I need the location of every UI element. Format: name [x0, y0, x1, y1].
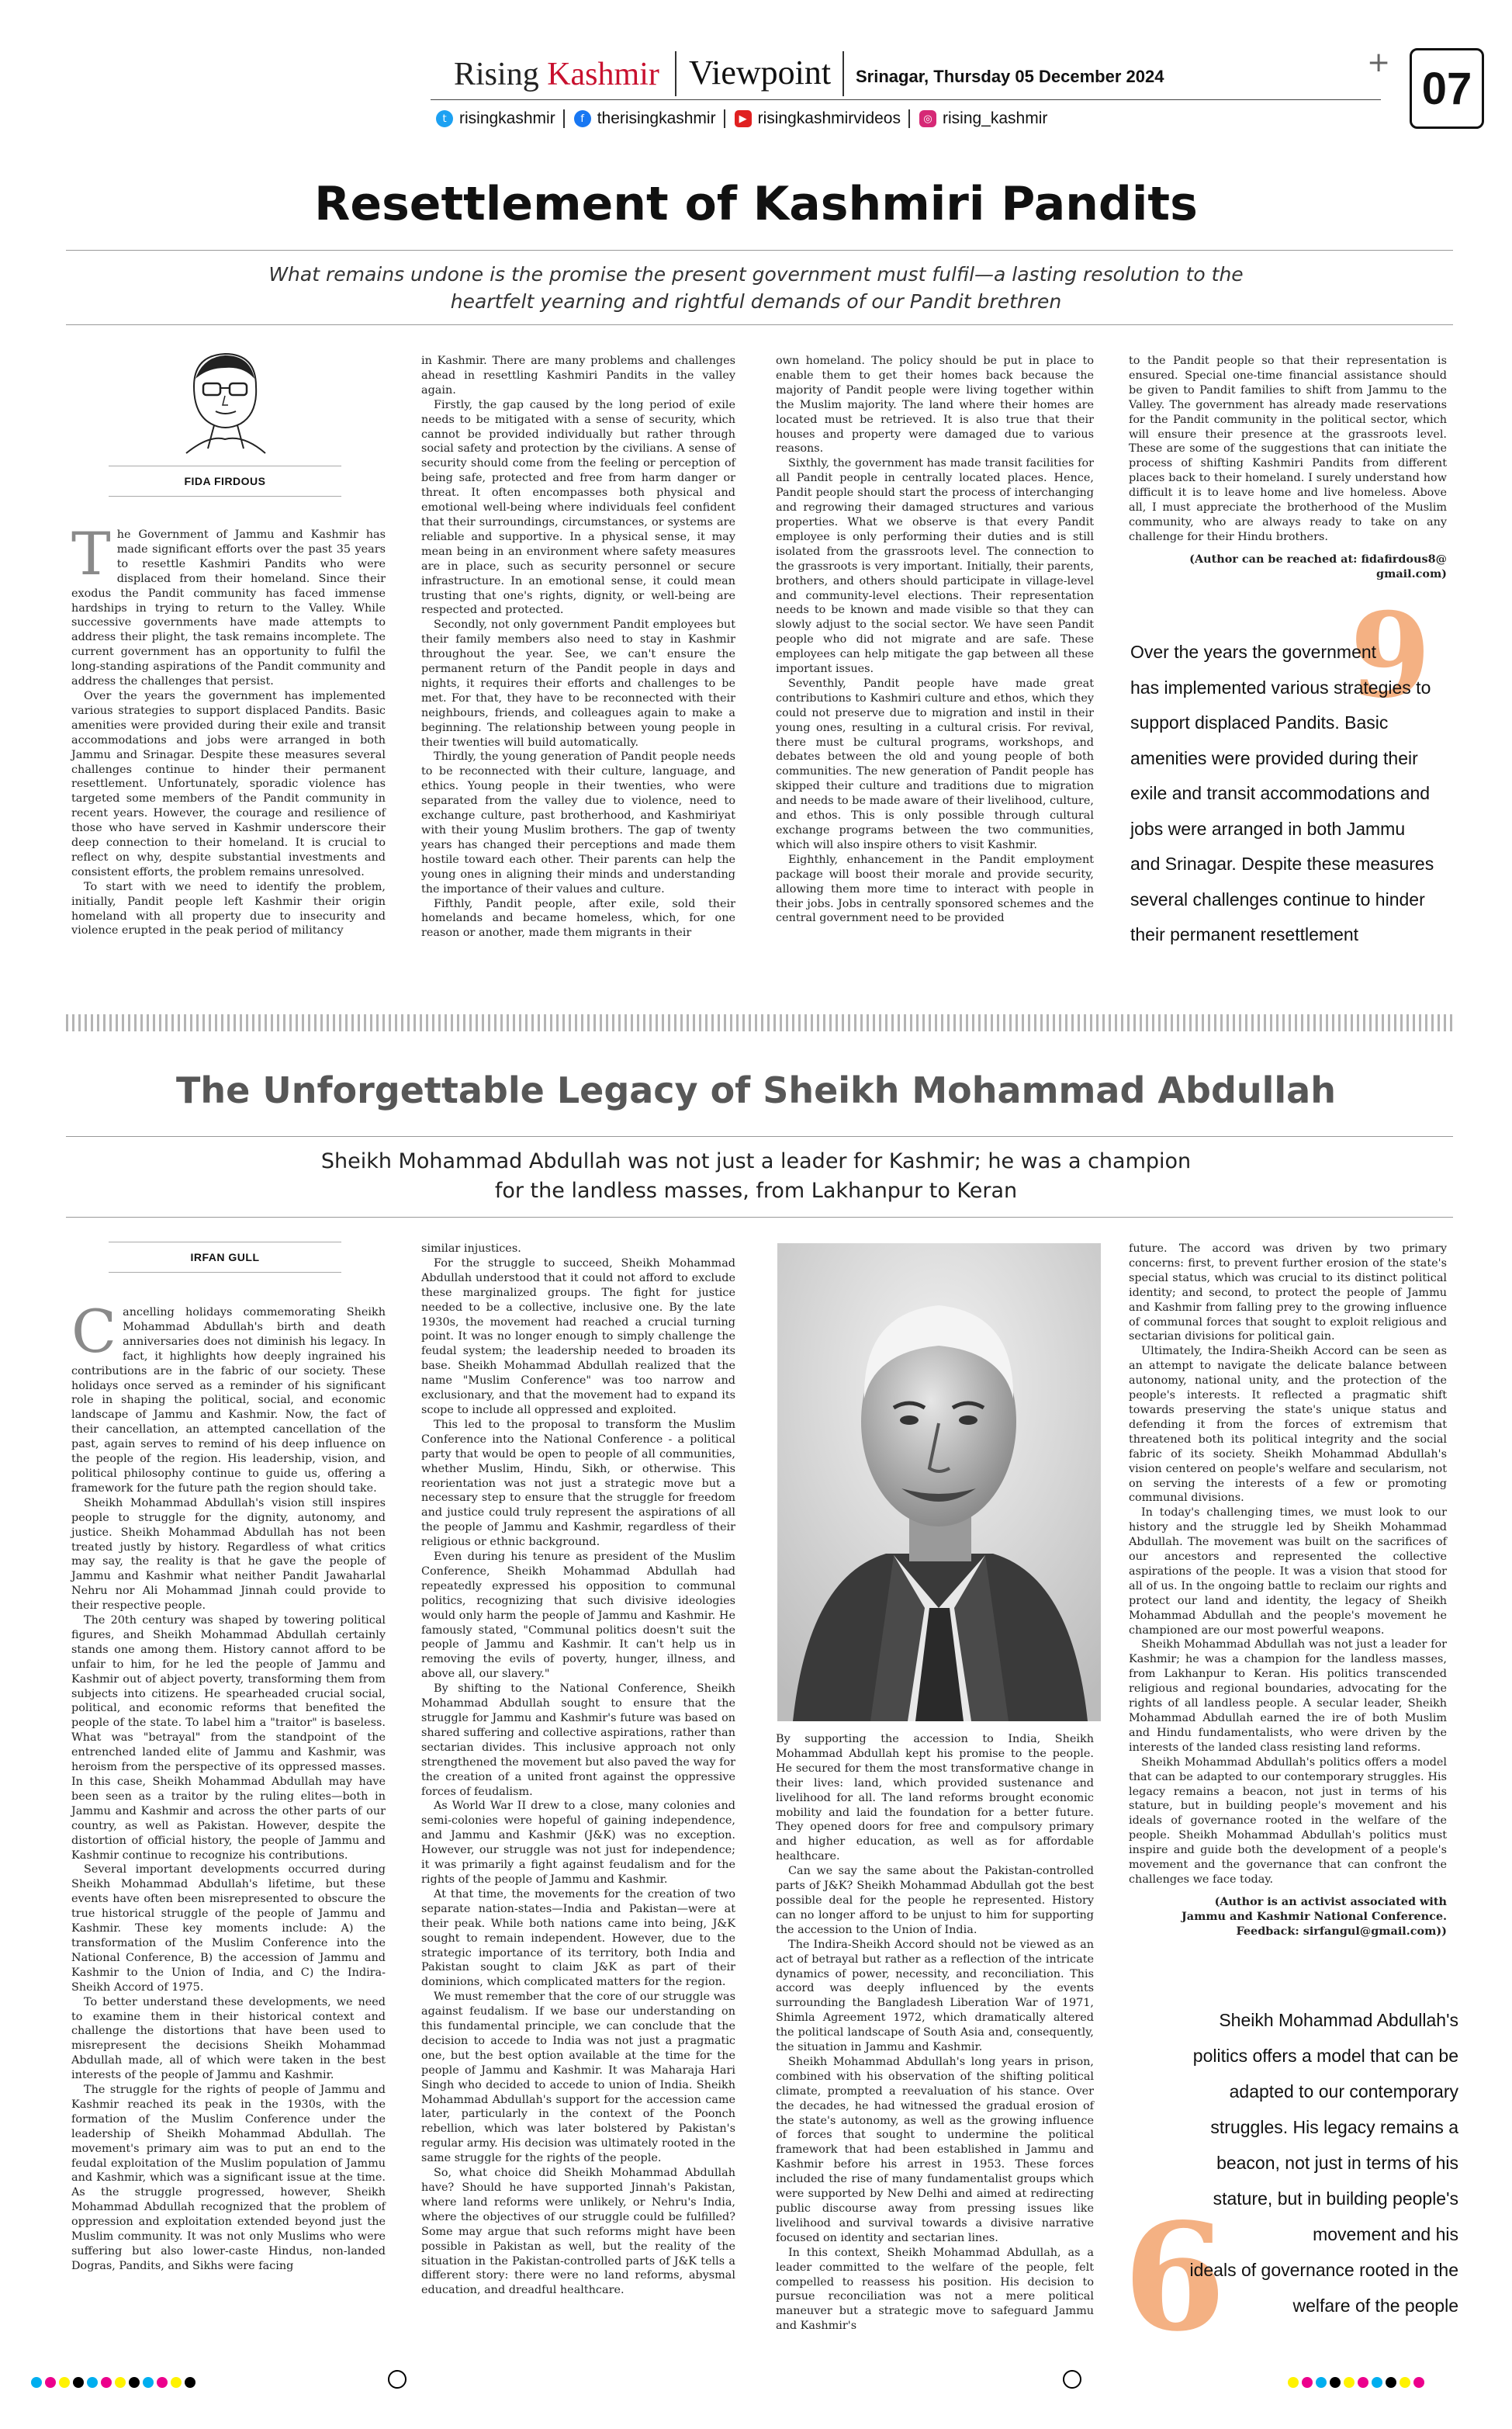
paragraph: The struggle for the rights of people of Jammu and Kashmir reached its peak in the 1930s, with the formation of the Muslim Conference under the leadership of Sheikh Mohammad Abdullah. The movement's primary aim was to put an end to the feudal exploitation of the Muslim population of Jammu and Kashmir, which was a significant issue at the time. As the struggle progressed, however, Sheikh Mohammad Abdullah recognized that the problem of oppression and exploitation extended beyond just the Muslim community. It was not only Muslims who were suffering but also lower-caste Hindus, non-landed Dogras, Pandits, and Sikhs were facing	[71, 2084, 386, 2272]
author-name: FIDA FIRDOUS	[184, 475, 266, 487]
brand-kashmir: Kashmir	[547, 57, 659, 92]
byline-rule	[109, 1272, 341, 1273]
cyan-swatch	[31, 2377, 42, 2388]
author-contact	[1129, 553, 1447, 582]
pull-line: exile and transit accommodations and	[1130, 783, 1431, 803]
social-twitter[interactable]	[436, 109, 555, 128]
social-handle: rising_kashmir	[943, 109, 1048, 127]
paragraph: to the Pandit people so that their representation is ensured. Special one-time financial assistance should be given to Pandit families to shift from Jammu to the Valley. The government has already made reservations for the Pandit community in the political sector, which will ensure their presence at the grassroots level. These are some of the suggestions that can initiate the process of shifting Kashmiri Pandits from different places back to their homeland. I surely understand how difficult it is to leave home and live homeless. Above all, I must appreciate the brotherhood of the Muslim community, who are always ready to take on any challenge for their Hindu brothers.	[1129, 355, 1447, 543]
article1-column-2	[421, 354, 735, 955]
paragraph: Sheikh Mohammad Abdullah's long years in prison, combined with his observation of the shifting political climate, prompted a reevaluation of his stance. Over the decades, he had witnessed the gradual erosion of the state's autonomy, as well as the growing influence of forces that sought to undermine the political framework that had been established in Jammu and Kashmir before his arrest in 1953. These forces included the rise of many fundamentalist groups which were supported by New Delhi and aimed at redirecting public discourse away from pressing issues like livelihood and survival towards a divisive narrative focused on identity and sectarian lines.	[776, 2055, 1094, 2244]
color-registration-bar	[31, 2373, 195, 2392]
paragraph: Fifthly, Pandit people, after exile, sold their homelands and became homeless, which, for one reason or another, made them migrants in their	[421, 897, 735, 940]
paragraph: At that time, the movements for the creation of two separate nation-states—India and Pakistan—were at their peak. While both nations came into being, J&K sought to remain independent. However, due to the strategic importance of its territory, both India and Pakistan sought to claim J&K as part of their dominions, which complicated matters for the region.	[421, 1887, 735, 1989]
author-name: IRFAN GULL	[190, 1251, 260, 1263]
contact-line: Feedback: sirfangul@gmail.com))	[1236, 1924, 1447, 1938]
cyan-swatch	[1372, 2377, 1382, 2388]
standfirst-line: heartfelt yearning and rightful demands of our Pandit brethren	[450, 290, 1062, 313]
facebook-icon: f	[574, 110, 591, 127]
dateline: Srinagar, Thursday 05 December 2024	[856, 67, 1164, 86]
paragraph: Over the years the government has implemented various strategies to support displaced Pandits. Basic amenities were provided during their exile and transit accommodations and jobs were arranged in both Jammu and Srinagar. Despite these measures several challenges continue to hinder their permanent resettlement. Unfortunately, sporadic violence has targeted some members of the Pandit community in recent years. However, the courage and resilience of those who have served in Kashmir underscore their deep connection to their homeland. It is crucial to reflect on why, despite substantial investments and consistent efforts, the problem remains unresolved.	[71, 689, 386, 878]
brand-logo	[454, 56, 659, 93]
black-swatch	[185, 2377, 195, 2388]
article1-column-4	[1129, 354, 1447, 610]
pull-line: their permanent resettlement	[1130, 924, 1359, 944]
paragraph: Thirdly, the young generation of Pandit people needs to be reconnected with their culture, language, and ethics. Young people in their twenties, who were separated from the valley due to violence, need to exchange culture, past brotherhood, and Kashmiriyat with their young Muslim brothers. The gap of twenty years has changed their perceptions and made them hostile toward each other. Their parents can help the young ones in aligning their minds and understanding the importance of their values and culture.	[421, 750, 735, 896]
rule	[66, 1136, 1453, 1137]
author-sketch-portrait	[163, 340, 287, 456]
magenta-swatch	[1413, 2377, 1424, 2388]
pull-line: jobs were arranged in both Jammu	[1130, 818, 1406, 839]
yellow-swatch	[115, 2377, 126, 2388]
contact-line: Jammu and Kashmir National Conference.	[1181, 1909, 1447, 1923]
paragraph: We must remember that the core of our struggle was against feudalism. If we base our understanding on this fundamental principle, we can conclude that the decision to accede to India was not just a pragmatic one, but the best option available at the time for the people of Jammu and Kashmir. It was Maharaja Hari Singh who decided to accede to union of India. Sheikh Mohammad Abdullah's support for the accession came later, particularly in the context of the Poonch rebellion, which was later bolstered by Pakistan's regular army. His decision was ultimately rooted in the same struggle for the rights of the people.	[421, 1991, 735, 2165]
paragraph: Sheikh Mohammad Abdullah's vision still inspires people to struggle for the dignity, autonomy, and justice. Sheikh Mohammad Abdullah has not been treated justly by history. Regardless of what critics may say, the reality is that he gave the people of Jammu and Kashmir what neither Pandit Jawaharlal Nehru nor Ali Mohammad Jinnah could provide to their respective people.	[71, 1496, 386, 1613]
paragraph: Seventhly, Pandit people have made great contributions to Kashmiri culture and ethos, which they could not preserve due to migration and instil in their young ones, resulting in a cultural crisis. For revival, there must be cultural programs, workshops, and debates between the old and young people of both communities. The new generation of Pandit people has skipped their culture and traditions due to migration and needs to be made aware of their livelihood, culture, and ethos. This is only possible through cultural exchange programs between the two communities, which will also inspire others to visit Kashmir.	[776, 677, 1094, 851]
article2-column-4	[1129, 1242, 1447, 1936]
paragraph: In this context, Sheikh Mohammad Abdullah, as a leader committed to the welfare of the people, felt compelled to reassess his position. His decision to pursue reconciliation was not a mere political maneuver but a strategic move to safeguard Jammu and Kashmir's	[776, 2246, 1094, 2333]
standfirst-line: Sheikh Mohammad Abdullah was not just a leader for Kashmir; he was a champion	[320, 1149, 1192, 1173]
paragraph: Sixthly, the government has made transit facilities for all Pandit people in centrally located places. Hence, Pandit people should start the process of interchanging and regrowing their damaged structures and various properties. What we observe is that every Pandit employee is only performing their duties and is still isolated from the grassroots level. The connection to the grassroots is very important. Initially, their parents, brothers, and others should participate in village-level and community-level elections. Their representation needs to be known and made visible so that they can slowly adjust to the social sector. We have seen Pandit people who did not migrate and are safe. These employees can help mitigate the gap between all these important issues.	[776, 457, 1094, 676]
yellow-swatch	[171, 2377, 182, 2388]
magenta-swatch	[1302, 2377, 1313, 2388]
pull-line: amenities were provided during their	[1130, 747, 1418, 768]
paragraph: future. The accord was driven by two primary concerns: first, to prevent further erosion of the state's special status, which was crucial to its distinct political identity; and second, to protect the people of Jammu and Kashmir from falling prey to the growing influence of communal forces that sought to exploit religious and sectarian divisions for political gain.	[1129, 1242, 1447, 1343]
section-name: Viewpoint	[689, 54, 832, 92]
paragraph: Sheikh Mohammad Abdullah was not just a leader for Kashmir; he was a champion for the landless masses, from Lakhanpur to Keran. His politics transcended religious and regional boundaries, advocating for the rights of all landless people. A secular leader, Sheikh Mohammad Abdullah earned the ire of both Muslim and Hindu fundamentalists, who were driven by the interests of the landed class resisting land reforms.	[1129, 1638, 1447, 1754]
article2-headline: The Unforgettable Legacy of Sheikh Mohammad Abdullah	[176, 1069, 1336, 1111]
article2-column-2	[421, 1242, 735, 2314]
portrait-photo	[777, 1243, 1101, 1721]
pull-line: beacon, not just in terms of his	[1216, 2153, 1458, 2173]
black-swatch	[129, 2377, 140, 2388]
author-contact	[1129, 1895, 1447, 1939]
article1-standfirst	[0, 261, 1512, 315]
standfirst-line: What remains undone is the promise the present government must fulfil—a lasting resolution to the	[268, 263, 1244, 286]
magenta-swatch	[101, 2377, 112, 2388]
masthead	[0, 0, 1512, 147]
social-youtube[interactable]	[735, 109, 901, 128]
instagram-icon: ◎	[919, 110, 936, 127]
pull-line: has implemented various strategies to	[1130, 677, 1431, 698]
pull-line: support displaced Pandits. Basic	[1130, 712, 1389, 733]
black-swatch	[73, 2377, 84, 2388]
pull-line: ideals of governance rooted in the	[1189, 2260, 1458, 2280]
black-swatch	[1330, 2377, 1341, 2388]
paragraph: Eighthly, enhancement in the Pandit employment package will boost their morale and provide security, allowing them more time to interact with people in their jobs. Jobs in centrally sponsored schemes and the central government need to be provided	[776, 853, 1094, 925]
brand-rising: Rising	[454, 57, 539, 92]
pull-line: movement and his	[1313, 2224, 1458, 2244]
youtube-icon: ▶	[735, 110, 752, 127]
paragraph: So, what choice did Sheikh Mohammad Abdullah have? Should he have supported Jinnah's Pakistan, where land reforms were unlikely, or Nehru's India, where the objectives of our struggle could be fulfilled? Some may argue that such reforms might have been possible in Pakistan as well, but the reality of the situation in the Pakistan-controlled parts of J&K tells a different story: there were no land reforms, abysmal education, and dreadful healthcare.	[421, 2167, 735, 2297]
paragraph: Firstly, the gap caused by the long period of exile needs to be mitigated with a sense of security, which cannot be provided individually but rather through social safety and protection by the civilians. A sense of security should come from the feeling or perception of being safe, protected and free from harm danger or threat. It often encompasses both physical and emotional well-being where individuals feel confident that their surroundings, circumstances, or systems are reliable and supportive. In a physical sense, it may mean being in an environment where safety measures are in place, such as security personnel or secure infrastructure. In an emotional sense, it could mean trusting that one's rights, dignity, or well-being are respected and protected.	[421, 398, 735, 617]
social-handle: risingkashmir	[459, 109, 555, 127]
pull-line: welfare of the people	[1292, 2296, 1458, 2316]
paragraph: By supporting the accession to India, Sheikh Mohammad Abdullah kept his promise to the people. He secured for them the most transformative change in their lives: land, which provided sustenance and livelihood for all. The land reforms brought economic mobility and laid the foundation for a better future. They opened doors for free and compulsory primary and higher education, as well as for affordable healthcare.	[776, 1733, 1094, 1863]
yellow-swatch	[59, 2377, 70, 2388]
byline-rule	[109, 496, 341, 497]
article2-column-3	[776, 1732, 1094, 2333]
paragraph: in Kashmir. There are many problems and challenges ahead in resettling Kashmiri Pandits in the valley again.	[421, 355, 735, 397]
yellow-swatch	[1288, 2377, 1299, 2388]
article1-byline	[109, 466, 341, 497]
standfirst-line: for the landless masses, from Lakhanpur to Keran	[494, 1179, 1018, 1203]
yellow-swatch	[1400, 2377, 1410, 2388]
pull-line: stature, but in building people's	[1213, 2188, 1458, 2209]
paragraph: Ultimately, the Indira-Sheikh Accord can be seen as an attempt to navigate the delicate balance between autonomy, national unity, and the protection of the people's interests. It reflected a pragmatic shift towards preserving the state's unique status and defending it from the forces of extremism that threatened both its political integrity and the social fabric of its society. Sheikh Mohammad Abdullah's vision centered on people's welfare and secularism, not on serving the interests of a few or promoting communal divisions.	[1129, 1345, 1447, 1505]
paragraph: As World War II drew to a close, many colonies and semi-colonies were hopeful of gaining independence, and Jammu and Kashmir (J&K) was no exception. However, our struggle was not just for independence; it was primarily a fight against feudalism and for the rights of the people of Jammu and Kashmir.	[421, 1800, 735, 1886]
paragraph: By shifting to the National Conference, Sheikh Mohammad Abdullah sought to ensure that the struggle for Jammu and Kashmir's future was based on shared suffering and collective aspirations, rather than sectarian divides. This inclusive approach not only strengthened the movement but also paved the way for the creation of a united front against the oppressive forces of feudalism.	[421, 1682, 735, 1798]
social-instagram[interactable]	[919, 109, 1047, 128]
cyan-swatch	[143, 2377, 154, 2388]
contact-line: (Author is an activist associated with	[1214, 1894, 1447, 1908]
paragraph: Even during his tenure as president of the Muslim Conference, Sheikh Mohammad Abdullah had repeatedly expressed his opposition to communal politics, recognizing that such divisive ideologies would only harm the people of Jammu and Kashmir. He famously stated, "Communal politics doesn't suit the people of Jammu and Kashmir. It can't help us in removing the evils of poverty, hunger, illness, and above all, our slavery."	[421, 1551, 735, 1681]
magenta-swatch	[157, 2377, 168, 2388]
quote-mark-icon: 9	[1350, 587, 1431, 724]
paragraph: Sheikh Mohammad Abdullah's politics offers a model that can be adapted to our contemporary struggles. His legacy remains a beacon, not just in terms of his stature, but in building people's movement and his ideals of governance rooted in the welfare of the people. Sheikh Mohammad Abdullah's politics must inspire and guide both the development of a people's movement and the governance that can confront the challenges we face today.	[1129, 1755, 1447, 1886]
pull-line: struggles. His legacy remains a	[1210, 2117, 1458, 2137]
quote-mark-icon: 6	[1123, 2191, 1227, 2364]
cyan-swatch	[1316, 2377, 1327, 2388]
magenta-swatch	[1358, 2377, 1368, 2388]
twitter-icon: t	[436, 110, 453, 127]
social-handle: therisingkashmir	[597, 109, 716, 127]
article1-column-1	[71, 519, 386, 955]
paragraph: own homeland. The policy should be put in place to enable them to get their homes back because the majority of Pandit people were living together within the Muslim majority. The land where their homes are located must be retrieved. It is also true that their houses and property were damaged due to various reasons.	[776, 355, 1094, 456]
registration-target-icon	[1063, 2370, 1081, 2389]
contact-line: (Author can be reached at: fidafirdous8@	[1189, 552, 1447, 566]
pull-line: several challenges continue to hinder	[1130, 889, 1425, 910]
registration-cross-icon: +	[1367, 47, 1391, 78]
dropcap: T	[71, 519, 111, 588]
paragraph: In today's challenging times, we must look to our history and the struggle led by Sheikh Mohammad Abdullah. The movement was built on the sacrifices of our ancestors and represented the collective aspirations of the people. It was a vision that stood for all of us. In the ongoing battle to reclaim our rights and protect our land and identity, the legacy of Sheikh Mohammad Abdullah and the people's movement he championed are our most powerful weapons.	[1129, 1506, 1447, 1637]
dropcap: C	[71, 1297, 117, 1366]
paragraph: To start with we need to identify the problem, initially, Pandit people left Kashmir their origin homeland with all property due to insecurity and violence erupted in the peak period of militancy	[71, 880, 386, 937]
paragraph: The 20th century was shaped by towering political figures, and Sheikh Mohammad Abdullah certainly stands one among them. History cannot afford to be unfair to him, for he led the people of Jammu and Kashmir out of abject poverty, transforming them from subjects into citizens. He spearheaded crucial social, political, and economic reforms that benefited the people of the state. To label him a "traitor" is baseless. What was "betrayal" from the standpoint of the entrenched landed elite of Jammu and Kashmir, was heroism from the perspective of its oppressed masses. In this case, Sheikh Mohammad Abdullah may have been seen as a traitor by the ruling elites—both in Jammu and Kashmir and across the other parts of our country, as well as Pakistan. However, despite the distortion of official history, the people of Jammu and Kashmir continue to recognize his contributions.	[71, 1614, 386, 1862]
social-handle: risingkashmirvideos	[757, 109, 901, 127]
pull-line: politics offers a model that can be	[1192, 2046, 1458, 2066]
black-swatch	[1386, 2377, 1396, 2388]
paragraph: Several important developments occurred during Sheikh Mohammad Abdullah's lifetime, but these events have often been misrepresented to obscure the true historical struggle of the people of Jammu and Kashmir. These key moments include: A) the transformation of the Muslim Conference into the National Conference, B) the accession of Jammu and Kashmir to the Union of India, and C) the Indira-Sheikh Accord of 1975.	[71, 1863, 386, 1994]
section-separator	[66, 1014, 1455, 1031]
masthead-divider	[675, 51, 676, 96]
social-separator	[563, 109, 565, 128]
paragraph: similar injustices.	[421, 1242, 521, 1255]
paragraph: For the struggle to succeed, Sheikh Mohammad Abdullah understood that it could not afford to exclude these marginalized groups. The fight for justice needed to be a collective, inclusive one. By the late 1930s, the movement had reached a crucial turning point. It was no longer enough to simply challenge the feudal system; the leadership needed to broaden its base. Sheikh Mohammad Abdullah realized that the name "Muslim Conference" was too narrow and exclusionary, and that the movement had to expand its scope to include all oppressed and exploited.	[421, 1256, 735, 1416]
paragraph: ancelling holidays commemorating Sheikh Mohammad Abdullah's birth and death anniversaries does not diminish his legacy. In fact, it highlights how deeply ingrained his contributions are in the fabric of our society. These holidays once served as a reminder of his significant role in shaping the political, social, and economic landscape of Jammu and Kashmir. Now, the fact of their cancellation, an attempted cancellation of the past, again serves to remind of his deep influence on the people of the region. His leadership, vision, and political philosophy continue to guide us, offering a framework for the future path the region should take.	[71, 1306, 386, 1495]
rule	[66, 1217, 1453, 1218]
paragraph: Can we say the same about the Pakistan-controlled parts of J&K? Sheikh Mohammad Abdullah got the best possible deal for the people he represented. History can no longer afford to be unjust to him for supporting the accession to the Union of India.	[776, 1865, 1094, 1936]
article2-pull-quote	[1133, 2002, 1458, 2323]
social-separator	[724, 109, 725, 128]
pull-line: adapted to our contemporary	[1229, 2081, 1458, 2102]
paragraph: To better understand these developments, we need to examine them in their historical context and challenge the distortions that have been used to misrepresent the decisions Sheikh Mohammad Abdullah made, all of which were taken in the best interests of the people of Jammu and Kashmir.	[71, 1995, 386, 2082]
article1-headline: Resettlement of Kashmiri Pandits	[314, 177, 1198, 231]
magenta-swatch	[45, 2377, 56, 2388]
contact-line: gmail.com)	[1376, 567, 1447, 580]
paragraph: Secondly, not only government Pandit employees but their family members also need to stay in Kashmir throughout the year. See, we can't ensure the permanent return of the Pandit people in days and nights, it requires their efforts and challenges to be met. For that, they have to be reconnected with their neighbours, friends, and colleagues again to make a beginning. The relationship between young people in their twenties will build automatically.	[421, 619, 735, 749]
rule	[66, 250, 1453, 251]
page-number: 07	[1410, 48, 1484, 129]
masthead-rule	[431, 99, 1381, 100]
social-facebook[interactable]	[574, 109, 716, 128]
paragraph: he Government of Jammu and Kashmir has made significant efforts over the past 35 years to resettle Kashmiri Pandits who were displaced from their homeland. Since their exodus the Pandit community has faced immense hardships in trying to return to the Valley. While successive governments have made attempts to address their plight, the task remains incomplete. The current government has an opportunity to fulfil the long-standing aspirations of the Pandit community and address the challenges that persist.	[71, 528, 386, 688]
pull-line: and Srinagar. Despite these measures	[1130, 854, 1434, 874]
paragraph: This led to the proposal to transform the Muslim Conference into the National Conference - a political party that would be open to people of all communities, whether Muslim, Hindu, Sikh, or otherwise. This reorientation was not just a strategic move but a necessary step to ensure that the struggle for freedom and justice could truly represent the aspirations of all the people of Jammu and Kashmir, regardless of their religious or ethnic background.	[421, 1418, 735, 1549]
color-registration-bar	[1288, 2373, 1424, 2392]
pull-line: Over the years the government	[1130, 642, 1377, 662]
article2-column-1	[71, 1297, 386, 2314]
cyan-swatch	[87, 2377, 98, 2388]
article1-pull-quote	[1130, 635, 1456, 953]
pull-line: Sheikh Mohammad Abdullah's	[1219, 2010, 1458, 2030]
article2-standfirst	[0, 1147, 1512, 1206]
registration-target-icon	[388, 2370, 407, 2389]
article1-column-3	[776, 354, 1094, 955]
paragraph: The Indira-Sheikh Accord should not be viewed as an act of betrayal but rather as a reflection of the intricate dynamics of power, necessity, and reconciliation. This accord was deeply influenced by the events surrounding the Bangladesh Liberation War of 1971, Shimla Agreement 1972, which dramatically altered the political landscape of South Asia and, consequently, the situation in Jammu and Kashmir.	[776, 1938, 1094, 2054]
yellow-swatch	[1344, 2377, 1355, 2388]
social-links	[436, 106, 1055, 132]
portrait-illustration	[777, 1243, 1101, 1721]
article2-byline	[109, 1242, 341, 1273]
masthead-divider	[842, 51, 844, 96]
social-separator	[908, 109, 910, 128]
rule	[66, 324, 1453, 325]
